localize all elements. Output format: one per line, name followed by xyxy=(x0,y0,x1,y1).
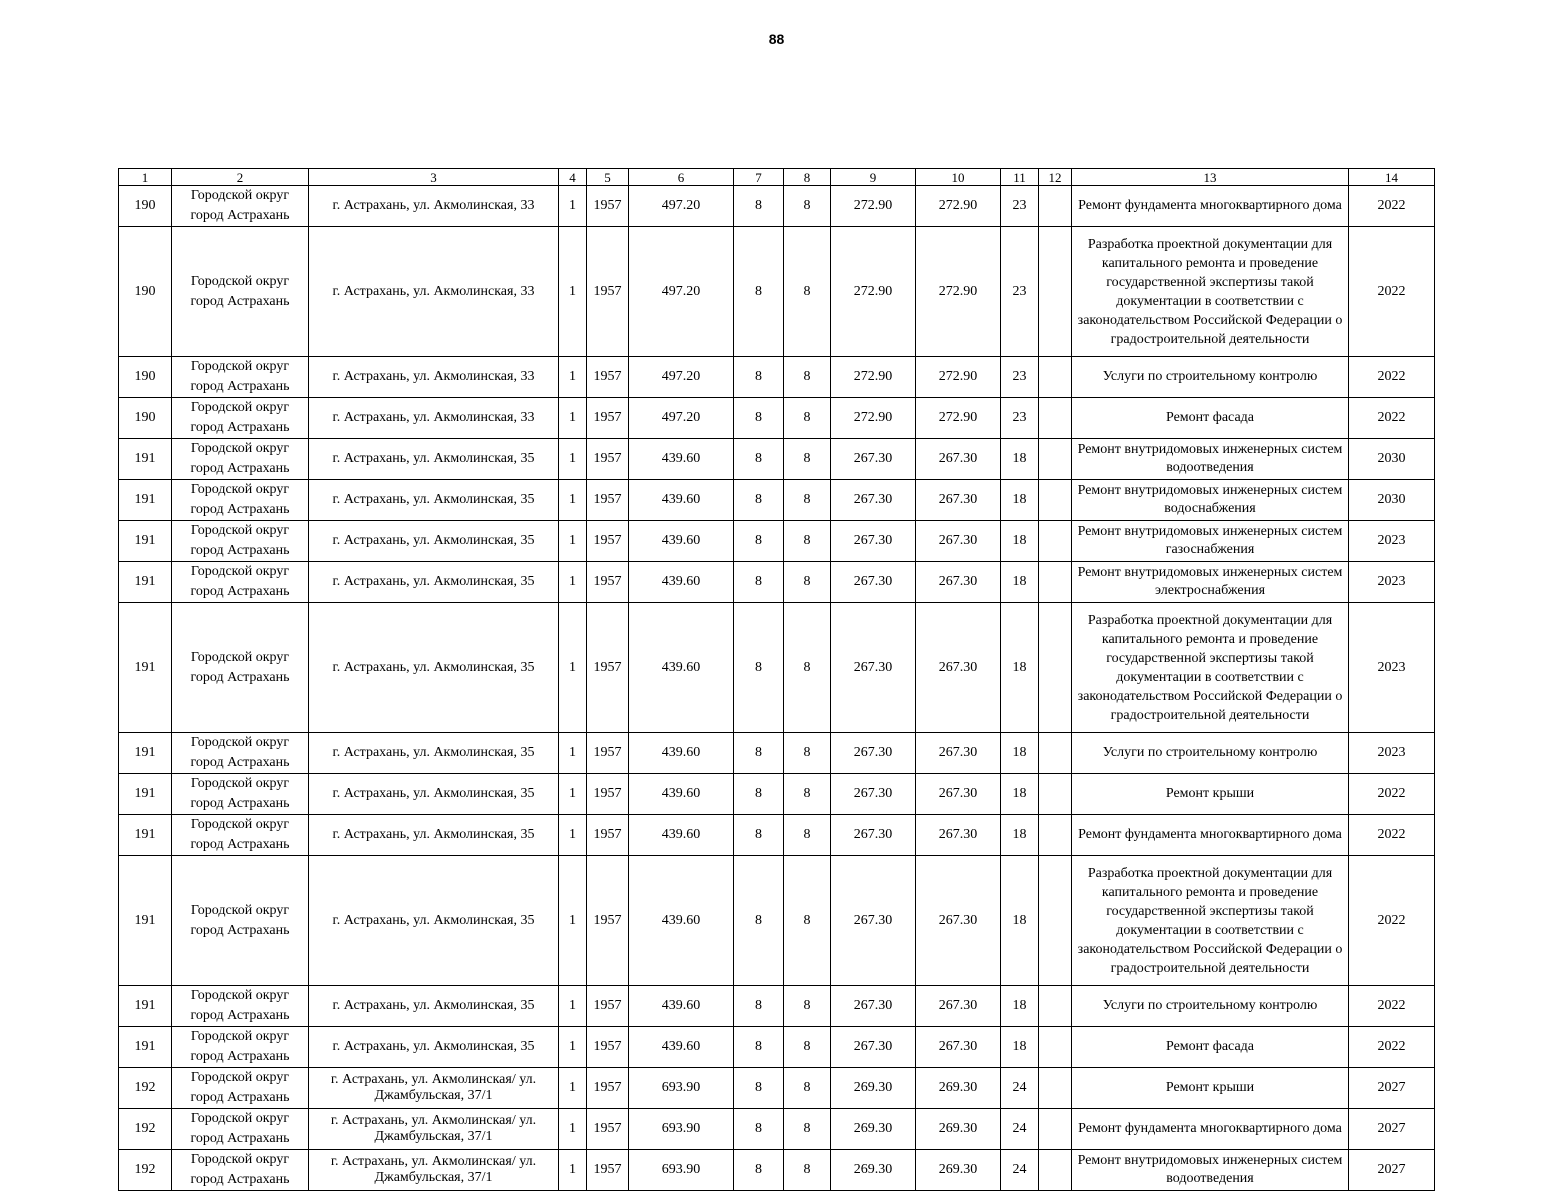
col-8-value-cell: 8 xyxy=(784,1150,831,1191)
col-8-value-cell: 8 xyxy=(784,227,831,357)
municipality-cell: Городской округ город Астрахань xyxy=(172,186,309,227)
build-year-cell: 1957 xyxy=(587,986,629,1027)
build-year-cell: 1957 xyxy=(587,1027,629,1068)
col-4-value-cell: 1 xyxy=(559,774,587,815)
col-4-value-cell: 1 xyxy=(559,1109,587,1150)
row-number-cell: 192 xyxy=(119,1109,172,1150)
table-row xyxy=(119,603,1435,733)
col-6-value-cell: 497.20 xyxy=(629,227,734,357)
row-number-cell: 191 xyxy=(119,774,172,815)
planned-year-cell: 2027 xyxy=(1349,1068,1435,1109)
col-10-value-cell: 272.90 xyxy=(916,227,1001,357)
municipality-cell: Городской округ город Астрахань xyxy=(172,1150,309,1191)
municipality-cell: Городской округ город Астрахань xyxy=(172,398,309,439)
planned-year-cell: 2022 xyxy=(1349,1027,1435,1068)
row-number-cell: 191 xyxy=(119,986,172,1027)
col-9-value-cell: 267.30 xyxy=(831,1027,916,1068)
col-10-value-cell: 272.90 xyxy=(916,398,1001,439)
col-9-value-cell: 272.90 xyxy=(831,398,916,439)
col-6-value-cell: 693.90 xyxy=(629,1068,734,1109)
row-number-cell: 191 xyxy=(119,856,172,986)
work-type-cell: Ремонт фасада xyxy=(1072,398,1349,439)
column-header-2: 2 xyxy=(172,169,309,186)
col-6-value-cell: 497.20 xyxy=(629,186,734,227)
build-year-cell: 1957 xyxy=(587,774,629,815)
column-header-12: 12 xyxy=(1039,169,1072,186)
col-4-value-cell: 1 xyxy=(559,398,587,439)
address-cell: г. Астрахань, ул. Акмолинская, 35 xyxy=(309,1027,559,1068)
col-8-value-cell: 8 xyxy=(784,603,831,733)
col-4-value-cell: 1 xyxy=(559,1150,587,1191)
build-year-cell: 1957 xyxy=(587,856,629,986)
build-year-cell: 1957 xyxy=(587,480,629,521)
col-12-value-cell xyxy=(1039,1109,1072,1150)
table-row xyxy=(119,815,1435,856)
col-8-value-cell: 8 xyxy=(784,774,831,815)
planned-year-cell: 2022 xyxy=(1349,357,1435,398)
col-12-value-cell xyxy=(1039,480,1072,521)
col-12-value-cell xyxy=(1039,856,1072,986)
col-11-value-cell: 23 xyxy=(1001,357,1039,398)
col-10-value-cell: 272.90 xyxy=(916,186,1001,227)
col-10-value-cell: 267.30 xyxy=(916,856,1001,986)
address-cell: г. Астрахань, ул. Акмолинская, 35 xyxy=(309,856,559,986)
address-cell: г. Астрахань, ул. Акмолинская, 35 xyxy=(309,774,559,815)
build-year-cell: 1957 xyxy=(587,186,629,227)
col-11-value-cell: 23 xyxy=(1001,186,1039,227)
address-cell: г. Астрахань, ул. Акмолинская, 33 xyxy=(309,357,559,398)
municipality-cell: Городской округ город Астрахань xyxy=(172,733,309,774)
col-4-value-cell: 1 xyxy=(559,603,587,733)
municipality-cell: Городской округ город Астрахань xyxy=(172,521,309,562)
work-type-cell: Ремонт фундамента многоквартирного дома xyxy=(1072,815,1349,856)
column-header-7: 7 xyxy=(734,169,784,186)
col-6-value-cell: 439.60 xyxy=(629,733,734,774)
col-10-value-cell: 267.30 xyxy=(916,986,1001,1027)
col-6-value-cell: 439.60 xyxy=(629,986,734,1027)
col-4-value-cell: 1 xyxy=(559,1027,587,1068)
municipality-cell: Городской округ город Астрахань xyxy=(172,1027,309,1068)
table-row xyxy=(119,774,1435,815)
col-8-value-cell: 8 xyxy=(784,439,831,480)
col-8-value-cell: 8 xyxy=(784,562,831,603)
col-11-value-cell: 24 xyxy=(1001,1150,1039,1191)
col-11-value-cell: 18 xyxy=(1001,733,1039,774)
table-row xyxy=(119,1068,1435,1109)
build-year-cell: 1957 xyxy=(587,227,629,357)
column-header-13: 13 xyxy=(1072,169,1349,186)
col-4-value-cell: 1 xyxy=(559,856,587,986)
col-7-value-cell: 8 xyxy=(734,1027,784,1068)
address-cell: г. Астрахань, ул. Акмолинская, 35 xyxy=(309,480,559,521)
table-row xyxy=(119,398,1435,439)
address-cell: г. Астрахань, ул. Акмолинская, 35 xyxy=(309,562,559,603)
col-6-value-cell: 497.20 xyxy=(629,357,734,398)
address-cell: г. Астрахань, ул. Акмолинская, 33 xyxy=(309,227,559,357)
table-row xyxy=(119,1150,1435,1191)
col-9-value-cell: 267.30 xyxy=(831,521,916,562)
column-header-6: 6 xyxy=(629,169,734,186)
work-type-cell: Услуги по строительному контролю xyxy=(1072,986,1349,1027)
col-12-value-cell xyxy=(1039,439,1072,480)
row-number-cell: 191 xyxy=(119,733,172,774)
col-10-value-cell: 267.30 xyxy=(916,521,1001,562)
col-11-value-cell: 18 xyxy=(1001,480,1039,521)
col-4-value-cell: 1 xyxy=(559,227,587,357)
col-4-value-cell: 1 xyxy=(559,562,587,603)
col-10-value-cell: 267.30 xyxy=(916,603,1001,733)
col-8-value-cell: 8 xyxy=(784,1109,831,1150)
table-row xyxy=(119,986,1435,1027)
build-year-cell: 1957 xyxy=(587,603,629,733)
column-header-3: 3 xyxy=(309,169,559,186)
col-12-value-cell xyxy=(1039,603,1072,733)
col-9-value-cell: 267.30 xyxy=(831,774,916,815)
col-7-value-cell: 8 xyxy=(734,774,784,815)
row-number-cell: 190 xyxy=(119,357,172,398)
col-6-value-cell: 439.60 xyxy=(629,1027,734,1068)
col-7-value-cell: 8 xyxy=(734,562,784,603)
col-11-value-cell: 18 xyxy=(1001,774,1039,815)
page-number: 88 xyxy=(768,31,785,47)
col-6-value-cell: 439.60 xyxy=(629,774,734,815)
col-6-value-cell: 439.60 xyxy=(629,480,734,521)
address-cell: г. Астрахань, ул. Акмолинская, 35 xyxy=(309,815,559,856)
col-12-value-cell xyxy=(1039,1027,1072,1068)
header-row xyxy=(119,169,1435,186)
row-number-cell: 191 xyxy=(119,815,172,856)
row-number-cell: 191 xyxy=(119,562,172,603)
address-cell: г. Астрахань, ул. Акмолинская, 35 xyxy=(309,986,559,1027)
col-8-value-cell: 8 xyxy=(784,357,831,398)
col-10-value-cell: 267.30 xyxy=(916,815,1001,856)
col-8-value-cell: 8 xyxy=(784,480,831,521)
municipality-cell: Городской округ город Астрахань xyxy=(172,1109,309,1150)
col-4-value-cell: 1 xyxy=(559,521,587,562)
municipality-cell: Городской округ город Астрахань xyxy=(172,815,309,856)
col-9-value-cell: 269.30 xyxy=(831,1150,916,1191)
planned-year-cell: 2027 xyxy=(1349,1150,1435,1191)
table-row xyxy=(119,521,1435,562)
row-number-cell: 192 xyxy=(119,1068,172,1109)
work-type-cell: Разработка проектной документации для капитального ремонта и проведение государственной экспертизы такой документации в соответствии с законодательством Российской Федерации о градостроительной деятельности xyxy=(1072,227,1349,357)
col-11-value-cell: 24 xyxy=(1001,1109,1039,1150)
col-7-value-cell: 8 xyxy=(734,227,784,357)
planned-year-cell: 2023 xyxy=(1349,733,1435,774)
planned-year-cell: 2030 xyxy=(1349,439,1435,480)
col-10-value-cell: 267.30 xyxy=(916,439,1001,480)
work-type-cell: Ремонт внутридомовых инженерных систем газоснабжения xyxy=(1072,521,1349,562)
col-4-value-cell: 1 xyxy=(559,733,587,774)
table-row xyxy=(119,357,1435,398)
col-7-value-cell: 8 xyxy=(734,815,784,856)
col-11-value-cell: 18 xyxy=(1001,1027,1039,1068)
table-row xyxy=(119,439,1435,480)
work-type-cell: Ремонт внутридомовых инженерных систем водоснабжения xyxy=(1072,480,1349,521)
registry-table xyxy=(118,168,1435,1191)
col-11-value-cell: 24 xyxy=(1001,1068,1039,1109)
col-8-value-cell: 8 xyxy=(784,1068,831,1109)
col-7-value-cell: 8 xyxy=(734,357,784,398)
work-type-cell: Ремонт крыши xyxy=(1072,774,1349,815)
table-body xyxy=(119,169,1435,1191)
col-7-value-cell: 8 xyxy=(734,986,784,1027)
municipality-cell: Городской округ город Астрахань xyxy=(172,774,309,815)
col-10-value-cell: 267.30 xyxy=(916,562,1001,603)
col-6-value-cell: 439.60 xyxy=(629,856,734,986)
build-year-cell: 1957 xyxy=(587,521,629,562)
col-7-value-cell: 8 xyxy=(734,856,784,986)
col-12-value-cell xyxy=(1039,986,1072,1027)
municipality-cell: Городской округ город Астрахань xyxy=(172,439,309,480)
table-row xyxy=(119,1027,1435,1068)
col-12-value-cell xyxy=(1039,1068,1072,1109)
col-8-value-cell: 8 xyxy=(784,815,831,856)
address-cell: г. Астрахань, ул. Акмолинская/ ул. Джамбульская, 37/1 xyxy=(309,1068,559,1109)
col-9-value-cell: 272.90 xyxy=(831,357,916,398)
col-6-value-cell: 497.20 xyxy=(629,398,734,439)
column-header-1: 1 xyxy=(119,169,172,186)
col-6-value-cell: 439.60 xyxy=(629,439,734,480)
address-cell: г. Астрахань, ул. Акмолинская, 35 xyxy=(309,439,559,480)
col-6-value-cell: 693.90 xyxy=(629,1150,734,1191)
col-4-value-cell: 1 xyxy=(559,186,587,227)
col-10-value-cell: 269.30 xyxy=(916,1068,1001,1109)
build-year-cell: 1957 xyxy=(587,562,629,603)
address-cell: г. Астрахань, ул. Акмолинская/ ул. Джамбульская, 37/1 xyxy=(309,1150,559,1191)
col-9-value-cell: 267.30 xyxy=(831,480,916,521)
column-header-4: 4 xyxy=(559,169,587,186)
row-number-cell: 191 xyxy=(119,439,172,480)
planned-year-cell: 2023 xyxy=(1349,562,1435,603)
col-4-value-cell: 1 xyxy=(559,357,587,398)
col-4-value-cell: 1 xyxy=(559,480,587,521)
col-6-value-cell: 439.60 xyxy=(629,815,734,856)
col-11-value-cell: 18 xyxy=(1001,562,1039,603)
col-4-value-cell: 1 xyxy=(559,1068,587,1109)
table-row xyxy=(119,1109,1435,1150)
col-9-value-cell: 267.30 xyxy=(831,603,916,733)
col-10-value-cell: 267.30 xyxy=(916,733,1001,774)
col-7-value-cell: 8 xyxy=(734,603,784,733)
work-type-cell: Ремонт фасада xyxy=(1072,1027,1349,1068)
col-10-value-cell: 267.30 xyxy=(916,1027,1001,1068)
col-11-value-cell: 18 xyxy=(1001,521,1039,562)
work-type-cell: Разработка проектной документации для капитального ремонта и проведение государственной экспертизы такой документации в соответствии с законодательством Российской Федерации о градостроительной деятельности xyxy=(1072,856,1349,986)
col-9-value-cell: 267.30 xyxy=(831,815,916,856)
col-12-value-cell xyxy=(1039,1150,1072,1191)
build-year-cell: 1957 xyxy=(587,398,629,439)
planned-year-cell: 2022 xyxy=(1349,227,1435,357)
col-9-value-cell: 267.30 xyxy=(831,856,916,986)
col-10-value-cell: 267.30 xyxy=(916,480,1001,521)
col-12-value-cell xyxy=(1039,733,1072,774)
work-type-cell: Ремонт внутридомовых инженерных систем водоотведения xyxy=(1072,439,1349,480)
col-8-value-cell: 8 xyxy=(784,856,831,986)
col-9-value-cell: 269.30 xyxy=(831,1109,916,1150)
col-7-value-cell: 8 xyxy=(734,733,784,774)
work-type-cell: Услуги по строительному контролю xyxy=(1072,357,1349,398)
planned-year-cell: 2023 xyxy=(1349,603,1435,733)
address-cell: г. Астрахань, ул. Акмолинская, 35 xyxy=(309,521,559,562)
col-6-value-cell: 439.60 xyxy=(629,562,734,603)
planned-year-cell: 2022 xyxy=(1349,815,1435,856)
col-8-value-cell: 8 xyxy=(784,398,831,439)
build-year-cell: 1957 xyxy=(587,1068,629,1109)
municipality-cell: Городской округ город Астрахань xyxy=(172,562,309,603)
table-row xyxy=(119,856,1435,986)
col-9-value-cell: 269.30 xyxy=(831,1068,916,1109)
col-4-value-cell: 1 xyxy=(559,815,587,856)
build-year-cell: 1957 xyxy=(587,1150,629,1191)
municipality-cell: Городской округ город Астрахань xyxy=(172,986,309,1027)
col-7-value-cell: 8 xyxy=(734,186,784,227)
col-11-value-cell: 18 xyxy=(1001,439,1039,480)
build-year-cell: 1957 xyxy=(587,815,629,856)
column-header-9: 9 xyxy=(831,169,916,186)
planned-year-cell: 2022 xyxy=(1349,986,1435,1027)
col-4-value-cell: 1 xyxy=(559,986,587,1027)
col-8-value-cell: 8 xyxy=(784,186,831,227)
planned-year-cell: 2023 xyxy=(1349,521,1435,562)
col-9-value-cell: 272.90 xyxy=(831,227,916,357)
col-9-value-cell: 267.30 xyxy=(831,562,916,603)
build-year-cell: 1957 xyxy=(587,439,629,480)
col-9-value-cell: 267.30 xyxy=(831,733,916,774)
col-6-value-cell: 439.60 xyxy=(629,603,734,733)
build-year-cell: 1957 xyxy=(587,1109,629,1150)
build-year-cell: 1957 xyxy=(587,357,629,398)
col-11-value-cell: 18 xyxy=(1001,986,1039,1027)
address-cell: г. Астрахань, ул. Акмолинская, 35 xyxy=(309,603,559,733)
col-12-value-cell xyxy=(1039,186,1072,227)
col-6-value-cell: 693.90 xyxy=(629,1109,734,1150)
col-9-value-cell: 267.30 xyxy=(831,439,916,480)
table-row xyxy=(119,480,1435,521)
col-12-value-cell xyxy=(1039,562,1072,603)
address-cell: г. Астрахань, ул. Акмолинская/ ул. Джамбульская, 37/1 xyxy=(309,1109,559,1150)
municipality-cell: Городской округ город Астрахань xyxy=(172,480,309,521)
col-7-value-cell: 8 xyxy=(734,439,784,480)
work-type-cell: Ремонт фундамента многоквартирного дома xyxy=(1072,1109,1349,1150)
col-12-value-cell xyxy=(1039,357,1072,398)
col-11-value-cell: 23 xyxy=(1001,398,1039,439)
table-row xyxy=(119,227,1435,357)
col-9-value-cell: 267.30 xyxy=(831,986,916,1027)
address-cell: г. Астрахань, ул. Акмолинская, 33 xyxy=(309,186,559,227)
table-row xyxy=(119,733,1435,774)
table-row xyxy=(119,562,1435,603)
col-11-value-cell: 18 xyxy=(1001,856,1039,986)
row-number-cell: 190 xyxy=(119,398,172,439)
column-header-11: 11 xyxy=(1001,169,1039,186)
col-8-value-cell: 8 xyxy=(784,521,831,562)
work-type-cell: Ремонт фундамента многоквартирного дома xyxy=(1072,186,1349,227)
column-header-8: 8 xyxy=(784,169,831,186)
col-8-value-cell: 8 xyxy=(784,1027,831,1068)
col-9-value-cell: 272.90 xyxy=(831,186,916,227)
row-number-cell: 190 xyxy=(119,186,172,227)
col-7-value-cell: 8 xyxy=(734,1150,784,1191)
address-cell: г. Астрахань, ул. Акмолинская, 35 xyxy=(309,733,559,774)
col-11-value-cell: 23 xyxy=(1001,227,1039,357)
work-type-cell: Ремонт крыши xyxy=(1072,1068,1349,1109)
municipality-cell: Городской округ город Астрахань xyxy=(172,227,309,357)
col-12-value-cell xyxy=(1039,774,1072,815)
col-7-value-cell: 8 xyxy=(734,480,784,521)
row-number-cell: 192 xyxy=(119,1150,172,1191)
col-12-value-cell xyxy=(1039,815,1072,856)
work-type-cell: Услуги по строительному контролю xyxy=(1072,733,1349,774)
col-12-value-cell xyxy=(1039,227,1072,357)
column-header-14: 14 xyxy=(1349,169,1435,186)
column-header-5: 5 xyxy=(587,169,629,186)
build-year-cell: 1957 xyxy=(587,733,629,774)
col-8-value-cell: 8 xyxy=(784,733,831,774)
planned-year-cell: 2022 xyxy=(1349,186,1435,227)
planned-year-cell: 2022 xyxy=(1349,856,1435,986)
col-10-value-cell: 267.30 xyxy=(916,774,1001,815)
row-number-cell: 190 xyxy=(119,227,172,357)
col-12-value-cell xyxy=(1039,398,1072,439)
col-10-value-cell: 269.30 xyxy=(916,1109,1001,1150)
col-7-value-cell: 8 xyxy=(734,521,784,562)
work-type-cell: Ремонт внутридомовых инженерных систем водоотведения xyxy=(1072,1150,1349,1191)
work-type-cell: Ремонт внутридомовых инженерных систем электроснабжения xyxy=(1072,562,1349,603)
municipality-cell: Городской округ город Астрахань xyxy=(172,357,309,398)
address-cell: г. Астрахань, ул. Акмолинская, 33 xyxy=(309,398,559,439)
col-4-value-cell: 1 xyxy=(559,439,587,480)
row-number-cell: 191 xyxy=(119,603,172,733)
col-7-value-cell: 8 xyxy=(734,398,784,439)
row-number-cell: 191 xyxy=(119,1027,172,1068)
municipality-cell: Городской округ город Астрахань xyxy=(172,1068,309,1109)
col-6-value-cell: 439.60 xyxy=(629,521,734,562)
planned-year-cell: 2030 xyxy=(1349,480,1435,521)
col-7-value-cell: 8 xyxy=(734,1109,784,1150)
municipality-cell: Городской округ город Астрахань xyxy=(172,603,309,733)
planned-year-cell: 2027 xyxy=(1349,1109,1435,1150)
col-10-value-cell: 272.90 xyxy=(916,357,1001,398)
planned-year-cell: 2022 xyxy=(1349,398,1435,439)
planned-year-cell: 2022 xyxy=(1349,774,1435,815)
col-7-value-cell: 8 xyxy=(734,1068,784,1109)
col-11-value-cell: 18 xyxy=(1001,815,1039,856)
col-12-value-cell xyxy=(1039,521,1072,562)
row-number-cell: 191 xyxy=(119,480,172,521)
work-type-cell: Разработка проектной документации для капитального ремонта и проведение государственной экспертизы такой документации в соответствии с законодательством Российской Федерации о градостроительной деятельности xyxy=(1072,603,1349,733)
col-10-value-cell: 269.30 xyxy=(916,1150,1001,1191)
column-header-10: 10 xyxy=(916,169,1001,186)
col-11-value-cell: 18 xyxy=(1001,603,1039,733)
col-8-value-cell: 8 xyxy=(784,986,831,1027)
municipality-cell: Городской округ город Астрахань xyxy=(172,856,309,986)
row-number-cell: 191 xyxy=(119,521,172,562)
table-row xyxy=(119,186,1435,227)
